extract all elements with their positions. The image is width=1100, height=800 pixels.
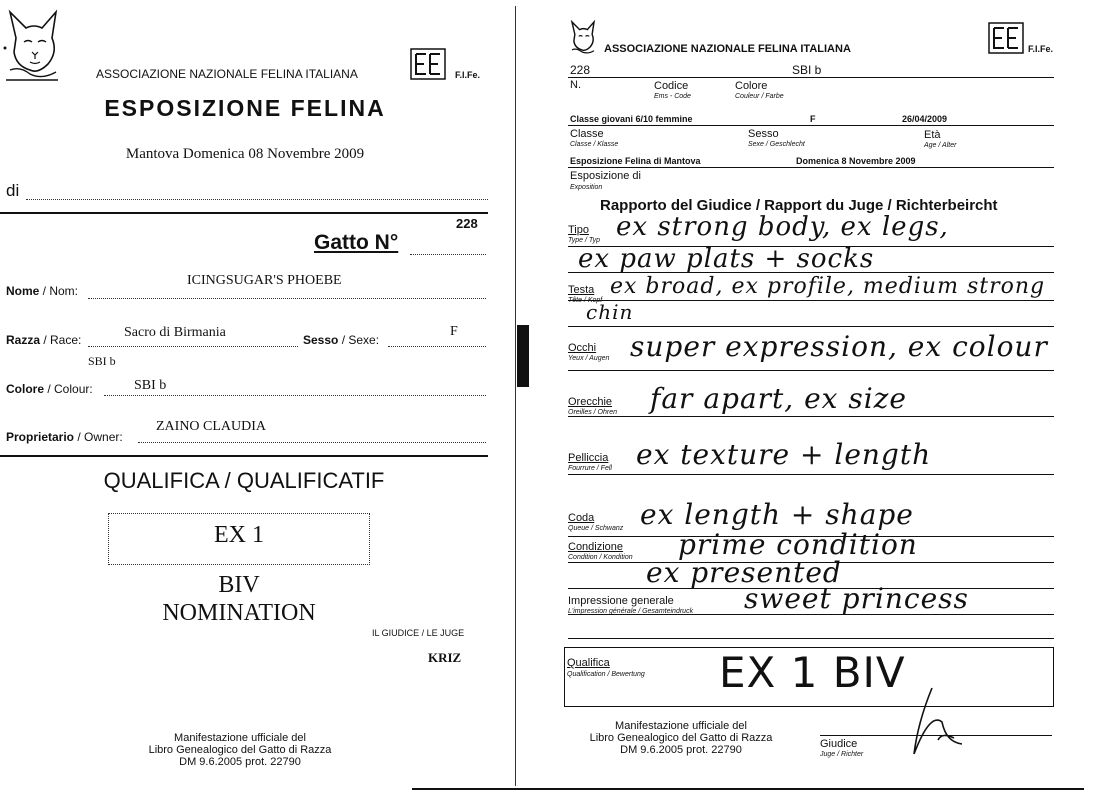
right-qualifica-handwriting: EX 1 BIV <box>719 648 906 697</box>
left-di-line <box>26 199 488 200</box>
right-sesso-label: Sesso <box>748 128 779 140</box>
left-title: ESPOSIZIONE FELINA <box>104 95 386 121</box>
report-row-pelliccia <box>568 416 1054 475</box>
left-race-line <box>88 346 298 347</box>
right-n-label: N. <box>570 79 581 91</box>
fife-logo-right-icon <box>988 22 1024 54</box>
right-colore-label: Colore <box>735 80 768 92</box>
left-gatto-line <box>410 254 486 255</box>
left-race-code: SBI b <box>88 354 116 368</box>
report-row-handwriting: ex strong body, ex legs, <box>616 212 949 242</box>
report-row-orecchie <box>568 370 1054 417</box>
right-form <box>530 0 1100 800</box>
left-biv: BIV <box>218 572 260 598</box>
right-assoc-name: ASSOCIAZIONE NAZIONALE FELINA ITALIANA <box>604 43 851 55</box>
left-owner-line <box>138 442 486 443</box>
bottom-edge-line <box>412 788 1084 790</box>
right-footer-1: Manifestazione ufficiale del <box>615 720 747 732</box>
report-row-sublabel: Queue / Schwanz <box>568 525 624 532</box>
left-form <box>0 0 510 800</box>
right-birth-value: 26/04/2009 <box>902 114 948 124</box>
left-footer-2: Libro Genealogico del Gatto di Razza <box>148 744 332 756</box>
report-row-label: Coda <box>568 512 595 524</box>
report-row-handwriting: sweet princess <box>744 582 969 615</box>
left-sex-value: F <box>450 324 458 339</box>
cat-logo-icon <box>2 8 64 83</box>
left-rule-1 <box>0 212 488 214</box>
report-row-tipo-2 <box>568 246 1054 273</box>
left-race-label: Razza / Race: <box>6 333 82 347</box>
left-result: EX 1 <box>214 522 264 548</box>
fife-logo-icon <box>410 48 446 80</box>
left-footer-3: DM 9.6.2005 prot. 22790 <box>179 756 301 768</box>
left-di-label: di <box>6 181 20 200</box>
right-qualifica-sub: Qualification / Bewertung <box>567 671 645 678</box>
right-exhibition-value: Esposizione Felina di Mantova <box>570 156 701 166</box>
right-classe-label: Classe <box>570 128 604 140</box>
report-row-sublabel: Yeux / Augen <box>568 355 610 362</box>
report-row-handwriting: ex texture + length <box>636 438 932 471</box>
report-row-label: Testa <box>568 284 595 296</box>
left-rule-2 <box>0 455 488 457</box>
right-report-title: Rapporto del Giudice / Rapport du Juge / Richterbeircht <box>600 197 998 214</box>
right-fife-label: F.I.Fe. <box>1028 44 1054 54</box>
report-row-handwriting: super expression, ex colour <box>630 330 1048 363</box>
report-row-handwriting: far apart, ex size <box>650 382 907 415</box>
left-name-line <box>88 298 486 299</box>
right-number: 228 <box>570 63 591 77</box>
left-fife-label: F.I.Fe. <box>455 70 481 80</box>
left-judge-label: IL GIUDICE / LE JUGE <box>372 628 465 638</box>
left-owner-label: Proprietario / Owner: <box>6 430 123 444</box>
left-name-value: ICINGSUGAR'S PHOEBE <box>187 273 342 288</box>
report-row-label: Tipo <box>568 224 589 236</box>
left-footer-1: Manifestazione ufficiale del <box>174 732 306 744</box>
report-row-handwriting: chin <box>586 300 634 324</box>
judge-signature-icon <box>902 682 972 762</box>
left-event: Mantova Domenica 08 Novembre 2009 <box>125 146 365 162</box>
cat-logo-small-icon <box>568 20 598 56</box>
right-esposizione-sub: Exposition <box>570 184 603 191</box>
right-line-class <box>568 125 1054 126</box>
report-row-testa <box>568 272 1054 304</box>
report-row-label: Condizione <box>568 541 624 553</box>
left-race-value: Sacro di Birmania <box>124 325 226 340</box>
report-row-impressione <box>568 582 1054 615</box>
report-row-handwriting: ex length + shape <box>640 498 914 531</box>
left-colour-label: Colore / Colour: <box>6 382 93 396</box>
left-qualifica-title: QUALIFICA / QUALIFICATIF <box>103 468 385 493</box>
right-line-n <box>568 77 1054 78</box>
report-row-sublabel: Tête / Kopf <box>568 297 603 304</box>
right-sex-value: F <box>810 114 816 124</box>
report-row-sublabel: Type / Typ <box>568 237 601 244</box>
left-assoc-name: ASSOCIAZIONE NAZIONALE FELINA ITALIANA <box>96 67 358 81</box>
right-qualifica-label: Qualifica <box>567 657 610 669</box>
report-row-label: Impressione generale <box>568 595 674 607</box>
right-class-value: Classe giovani 6/10 femmine <box>570 114 693 124</box>
right-footer-2: Libro Genealogico del Gatto di Razza <box>589 732 773 744</box>
right-esposizione-label: Esposizione di <box>570 170 641 182</box>
page-divider <box>515 6 516 786</box>
report-row-label: Occhi <box>568 342 597 354</box>
right-eta-label: Età <box>924 129 941 141</box>
left-sex-line <box>388 346 486 347</box>
left-colour-line <box>104 395 486 396</box>
report-row-handwriting: prime condition <box>678 528 918 561</box>
right-colore-sub: Couleur / Farbe <box>735 93 784 100</box>
report-row-blank <box>568 614 1054 639</box>
report-row-label: Pelliccia <box>568 452 609 464</box>
right-eta-sub: Age / Alter <box>924 142 957 149</box>
right-classe-sub: Classe / Klasse <box>570 141 619 148</box>
report-row-handwriting: ex broad, ex profile, medium strong <box>610 274 1046 299</box>
right-giudice-label: Giudice <box>820 738 858 750</box>
left-judge-name: KRIZ <box>428 650 462 665</box>
right-exhibition-date: Domenica 8 Novembre 2009 <box>796 156 916 166</box>
left-gatto-label: Gatto N° <box>314 231 399 254</box>
right-codice-sub: Ems - Code <box>654 93 691 100</box>
right-giudice-sub: Juge / Richter <box>820 751 864 758</box>
left-nomination: NOMINATION <box>162 600 316 626</box>
right-footer-3: DM 9.6.2005 prot. 22790 <box>620 744 742 756</box>
report-row-sublabel: Fourrure / Fell <box>568 465 612 472</box>
left-owner-value: ZAINO CLAUDIA <box>156 419 267 434</box>
report-row-sublabel: L'impression générale / Gesamteindruck <box>568 608 694 615</box>
left-cat-number: 228 <box>456 216 478 231</box>
report-row-handwriting: ex paw plats + socks <box>578 244 875 274</box>
report-row-occhi <box>568 326 1054 371</box>
right-qualifica-box <box>564 647 1054 707</box>
right-sesso-sub: Sexe / Geschlecht <box>748 141 805 148</box>
report-row-testa-2 <box>568 300 1054 327</box>
page-divider-mark <box>517 325 529 387</box>
report-row-sublabel: Oreilles / Ohren <box>568 409 618 416</box>
right-ems-value: SBI b <box>792 63 822 77</box>
left-colour-value: SBI b <box>134 378 167 393</box>
report-row-sublabel: Condition / Kondition <box>568 554 633 561</box>
right-codice-label: Codice <box>654 80 689 92</box>
report-row-handwriting: ex presented <box>646 556 842 589</box>
left-sex-label: Sesso / Sexe: <box>303 333 380 347</box>
report-row-tipo <box>568 212 1054 247</box>
right-line-exhibition <box>568 167 1054 168</box>
left-name-label: Nome / Nom: <box>6 284 79 298</box>
report-row-label: Orecchie <box>568 396 613 408</box>
